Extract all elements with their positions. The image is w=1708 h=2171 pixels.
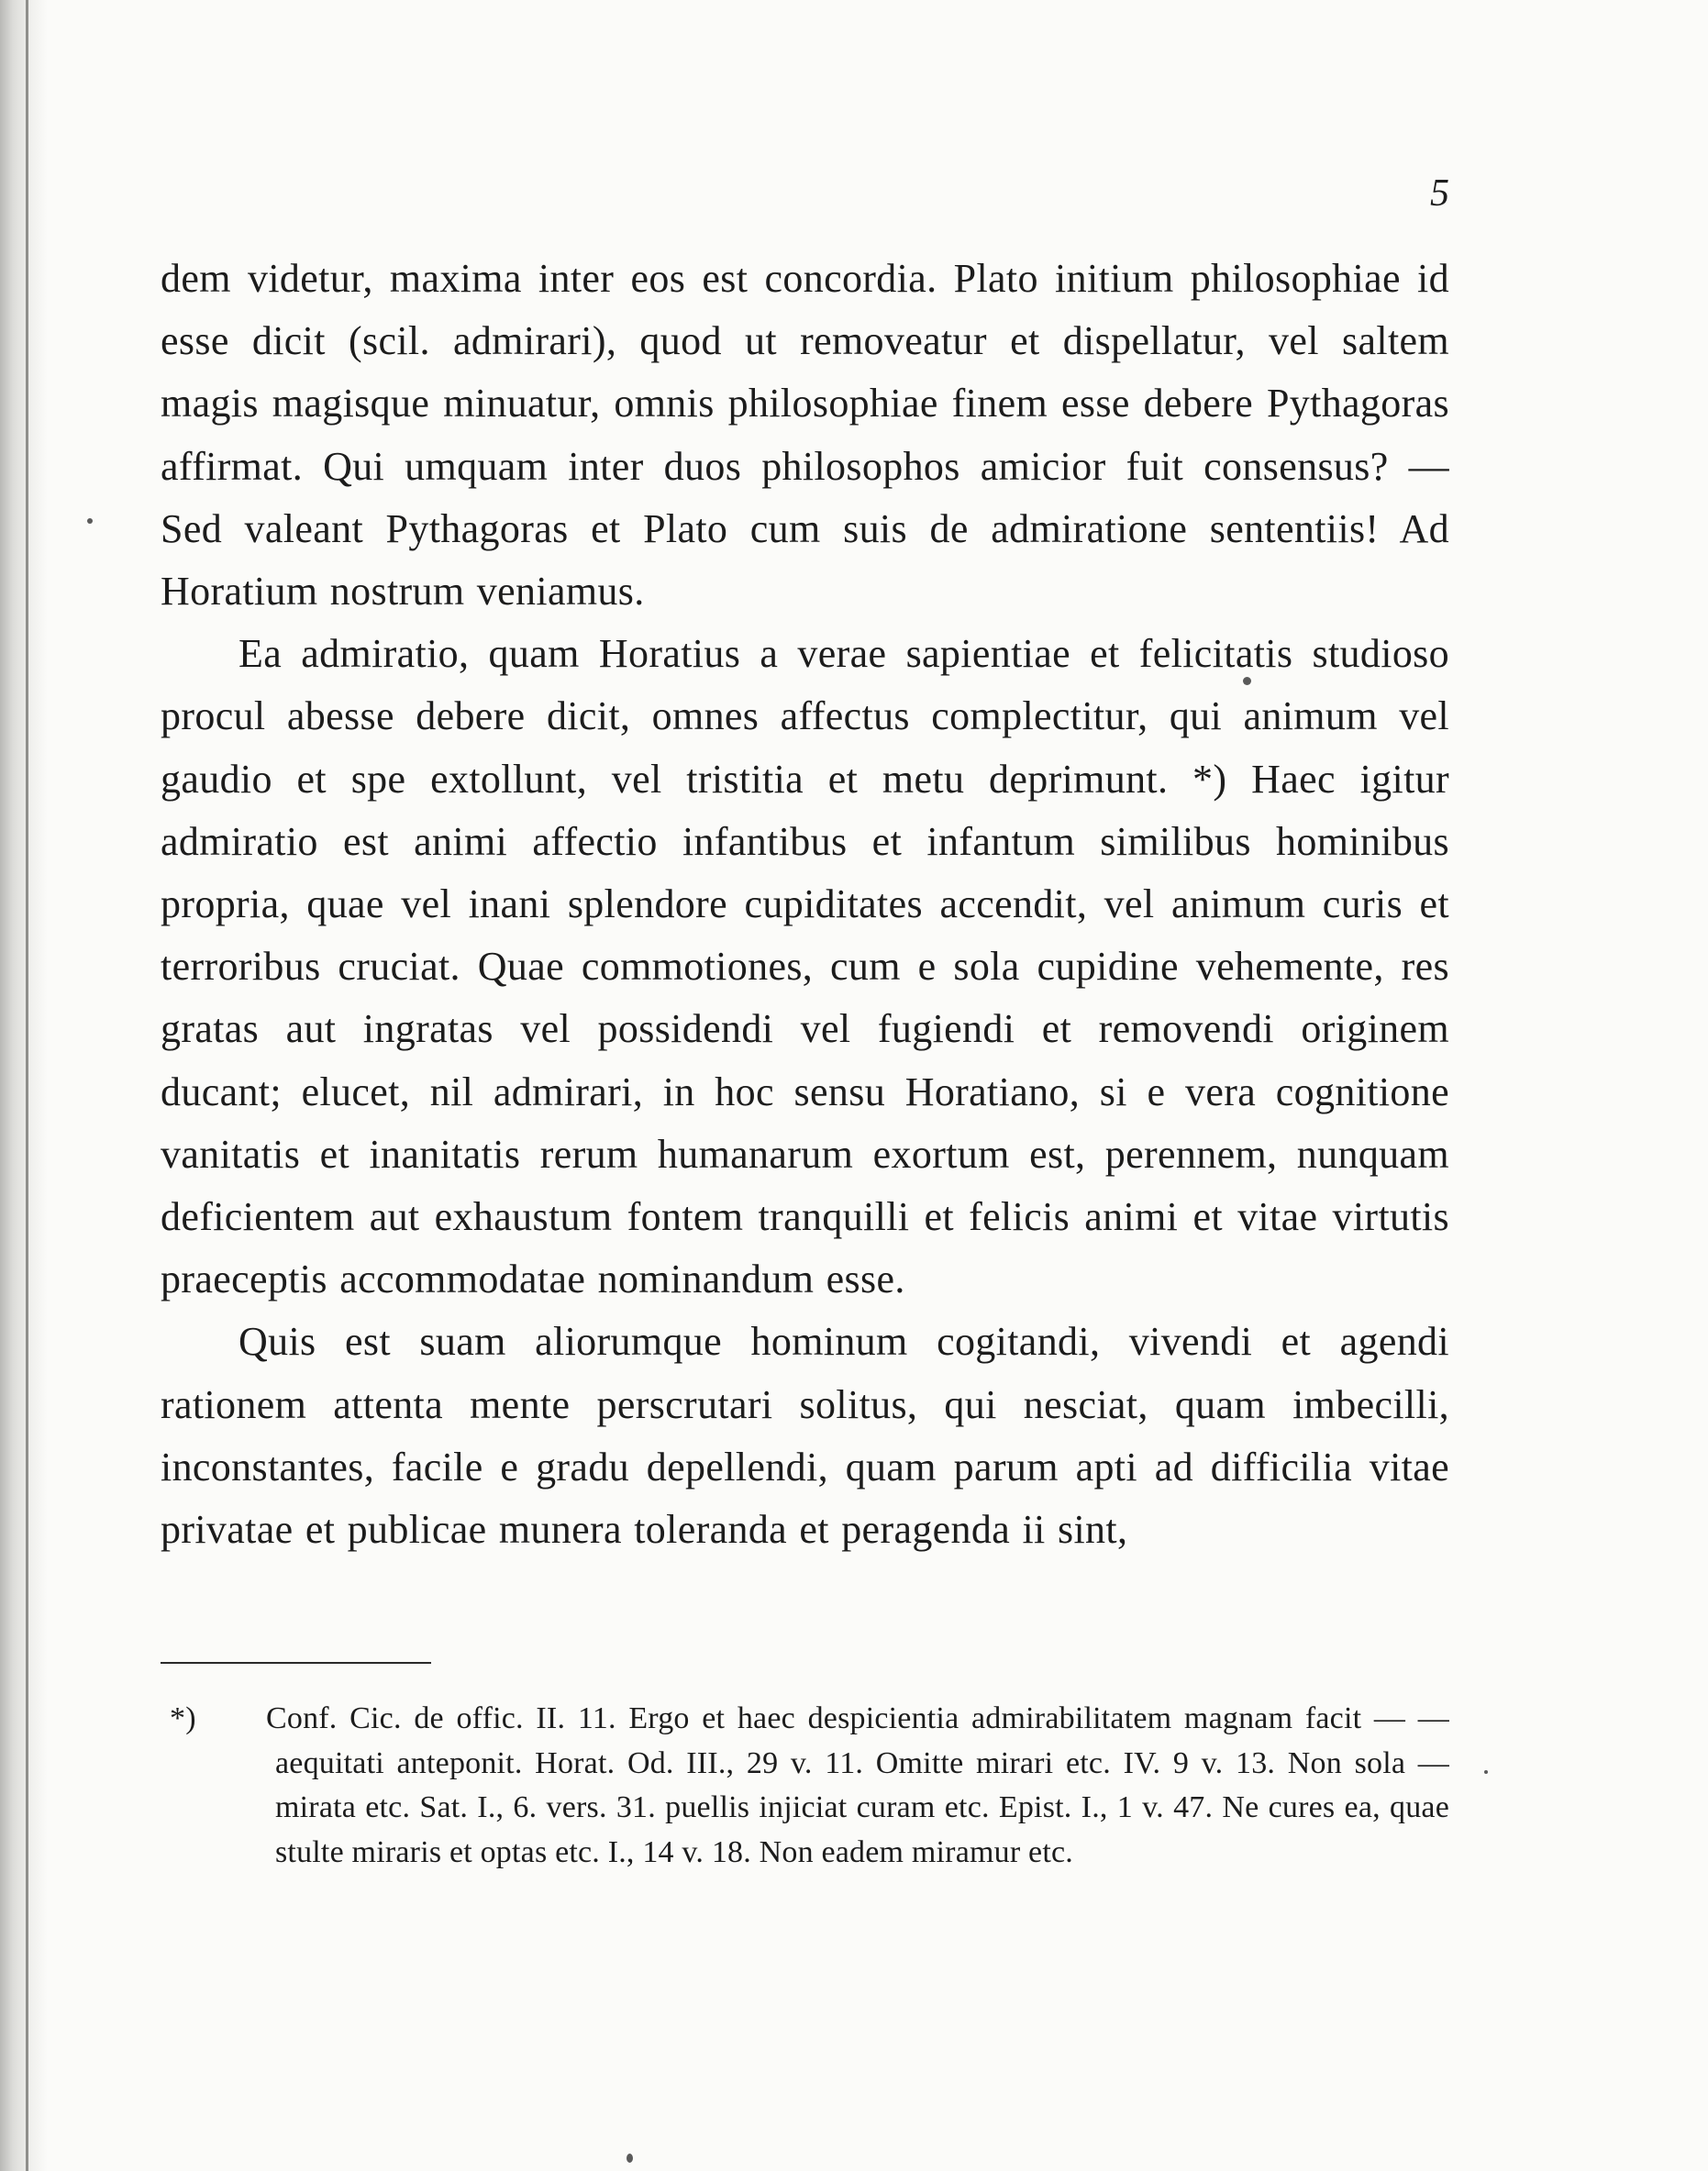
- paragraph-2: Ea admiratio, quam Horatius a verae sapientiae et felicitatis studioso procul abesse debere dicit, omnes affectus complectitur, qui animum vel gaudio et spe extollunt, vel tristitia et metu deprimunt. *) Haec igitur admiratio est animi affectio infantibus et infantum similibus hominibus propria, quae vel inani splendore cupiditates accendit, vel animum curis et terroribus cruciat. Quae commotiones, cum e sola cupidine vehemente, res gratas aut ingratas vel possidendi vel fugiendi et removendi originem ducant; elucet, nil admirari, in hoc sensu Horatiano, si e vera cognitione vanitatis et inanitatis rerum humanarum exortum est, perennem, nunquam deficientem aut exhaustum fontem tranquilli et felicis animi et vitae virtutis praeceptis accommodatae nominandum esse.: [161, 631, 1449, 1302]
- ink-speck: [1243, 677, 1251, 685]
- ink-speck: [1484, 1770, 1488, 1774]
- footnote-paragraph: [170, 1697, 1449, 1875]
- ink-speck: [87, 518, 93, 524]
- page-binding-shadow: [0, 0, 48, 2171]
- page-number: 5: [1430, 172, 1449, 215]
- footnote: [170, 1697, 1449, 1875]
- main-text: [161, 248, 1449, 1561]
- page-binding-line: [26, 0, 28, 2171]
- footnote-mark: *): [170, 1701, 196, 1735]
- footnote-separator: [161, 1662, 431, 1664]
- paragraph-1: dem videtur, maxima inter eos est concordia. Plato initium philosophiae id esse dicit (scil. admirari), quod ut removeatur et dispellatur, vel saltem magis magisque minuatur, omnis philosophiae finem esse debere Pythagoras affirmat. Qui umquam inter duos philosophos amicior fuit consensus? — Sed valeant Pythagoras et Plato cum suis de admiratione sententiis! Ad Horatium nostrum veniamus.: [161, 256, 1449, 615]
- footnote-text: Conf. Cic. de offic. II. 11. Ergo et haec despicientia admirabilitatem magnam facit — — aequitati anteponit. Horat. Od. III., 29 v. 11. Omitte mirari etc. IV. 9 v. 13. Non sola — mirata etc. Sat. I., 6. vers. 31. puellis injiciat curam etc. Epist. I., 1 v. 47. Ne cures ea, quae stulte miraris et optas etc. I., 14 v. 18. Non eadem miramur etc.: [266, 1701, 1449, 1869]
- ink-speck: [627, 2154, 633, 2163]
- paragraph-3: Quis est suam aliorumque hominum cogitandi, vivendi et agendi rationem attenta mente perscrutari solitus, qui nesciat, quam imbecilli, inconstantes, facile e gradu depellendi, quam parum apti ad difficilia vitae privatae et publicae munera toleranda et peragenda ii sint,: [161, 1319, 1449, 1553]
